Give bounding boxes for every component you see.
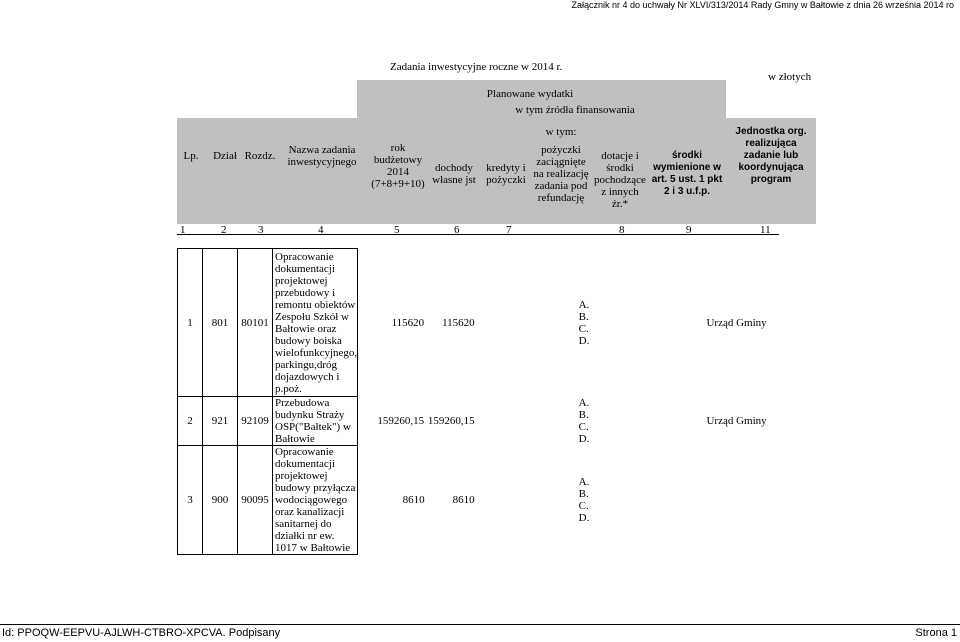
- planned-expenses: Planowane wydatki: [486, 88, 574, 100]
- dotacje-a: A.: [578, 397, 590, 409]
- footer: [0, 624, 960, 642]
- dotacje-b: B.: [578, 488, 589, 500]
- dotacje-c: C.: [578, 500, 589, 512]
- cell-kredyty: [475, 249, 579, 397]
- table-row: [178, 397, 777, 446]
- cell-dzial: 921: [203, 397, 238, 446]
- cell-rozdz: 90095: [238, 446, 273, 555]
- col-kredyty: kredyty i pożyczki: [486, 162, 526, 186]
- dotacje-c: C.: [578, 421, 589, 433]
- investments-table: [177, 248, 777, 555]
- cell-nazwa: Przebudowa budynku Straży OSP("Bałtek") w Bałtowie: [273, 397, 358, 446]
- cell-rok: 159260,15: [377, 415, 425, 427]
- cell-dzial: 900: [203, 446, 238, 555]
- col-wtym: w tym:: [545, 126, 577, 138]
- cell-dzial: 801: [203, 249, 238, 397]
- table-row: [178, 446, 777, 555]
- cell-rok: 115620: [391, 316, 425, 329]
- colnum-3: 3: [258, 224, 264, 236]
- dotacje-a: A.: [578, 298, 590, 311]
- cell-nazwa: Opracowanie dokumentacji projektowej przebudowy i remontu obiektów Zespołu Szkół w Bałtowie oraz budowy boiska wielofunkcyjnego, parkingu,dróg dojazdowych i p.poż.: [273, 249, 358, 397]
- page-number: Strona 1: [915, 627, 957, 639]
- table-row: [178, 249, 777, 397]
- header-left-block: [177, 118, 357, 224]
- cell-rok: 8610: [402, 494, 425, 506]
- funding-sources: w tym źródła finansowania: [515, 104, 635, 116]
- document-id: Id: PPOQW-EEPVU-AJLWH-CTBRO-XPCVA. Podpisany: [2, 627, 281, 639]
- cell-kredyty: [475, 397, 579, 446]
- cell-jednostka: Urząd Gminy: [706, 316, 767, 329]
- col-rozdz: Rozdz.: [244, 150, 276, 162]
- cell-lp: 2: [178, 397, 203, 446]
- colnum-8: 8: [619, 224, 625, 236]
- colnum-5: 5: [394, 224, 400, 236]
- colnum-9: 9: [686, 224, 692, 236]
- cell-rozdz: 92109: [238, 397, 273, 446]
- cell-rozdz: 80101: [238, 249, 273, 397]
- colnum-7: 7: [506, 224, 512, 236]
- col-jednostka: Jednostka org. realizująca zadanie lub koordynująca program: [735, 126, 807, 185]
- col-lp: Lp.: [183, 150, 199, 162]
- cell-dotacje: [579, 249, 639, 397]
- cell-dochody: 115620: [442, 316, 475, 329]
- dotacje-b: B.: [578, 310, 589, 323]
- colnum-6: 6: [454, 224, 460, 236]
- cell-jednostka: [639, 446, 777, 555]
- dotacje-a: A.: [578, 476, 590, 488]
- cell-lp: 3: [178, 446, 203, 555]
- dotacje-d: D.: [578, 512, 590, 524]
- colnum-4: 4: [318, 224, 324, 236]
- dotacje-d: D.: [578, 334, 590, 347]
- cell-dochody: 8610: [452, 494, 475, 506]
- attachment-note: Załącznik nr 4 do uchwały Nr XLVI/313/2014 Rady Gmny w Bałtowie z dnia 26 września 2014 ro: [571, 0, 954, 10]
- colnum-1: 1: [180, 224, 186, 236]
- dotacje-b: B.: [578, 409, 589, 421]
- page-title: Zadania inwestycyjne roczne w 2014 r.: [390, 61, 563, 73]
- cell-kredyty: [475, 446, 579, 555]
- colnum-11: 11: [760, 224, 771, 236]
- col-dzial: Dział: [213, 150, 237, 162]
- cell-jednostka: Urząd Gminy: [706, 415, 767, 427]
- col-rok: rok budżetowy 2014 (7+8+9+10): [371, 142, 425, 190]
- dotacje-d: D.: [578, 433, 590, 445]
- cell-nazwa: Opracowanie dokumentacji projektowej budowy przyłącza wodociągowego oraz kanalizacji sanitarnej do działki nr ew. 1017 w Bałtowie: [273, 446, 358, 555]
- cell-dotacje: [579, 397, 639, 446]
- col-dotacje: dotacje i środki pochodzące z innych źr.*: [594, 150, 646, 210]
- dotacje-c: C.: [578, 322, 589, 335]
- unit-label: w złotych: [768, 71, 812, 83]
- col-pozyczki: pożyczki zaciągnięte na realizację zadania pod refundację: [533, 144, 589, 204]
- col-srodki: środki wymienione w art. 5 ust. 1 pkt 2 i 3 u.f.p.: [651, 150, 723, 197]
- cell-lp: 1: [178, 249, 203, 397]
- col-dochody: dochody własne jst: [432, 162, 476, 186]
- cell-dotacje: [579, 446, 639, 555]
- col-nazwa: Nazwa zadania inwestycyjnego: [287, 144, 357, 168]
- colnum-2: 2: [221, 224, 227, 236]
- cell-dochody: 159260,15: [427, 415, 475, 427]
